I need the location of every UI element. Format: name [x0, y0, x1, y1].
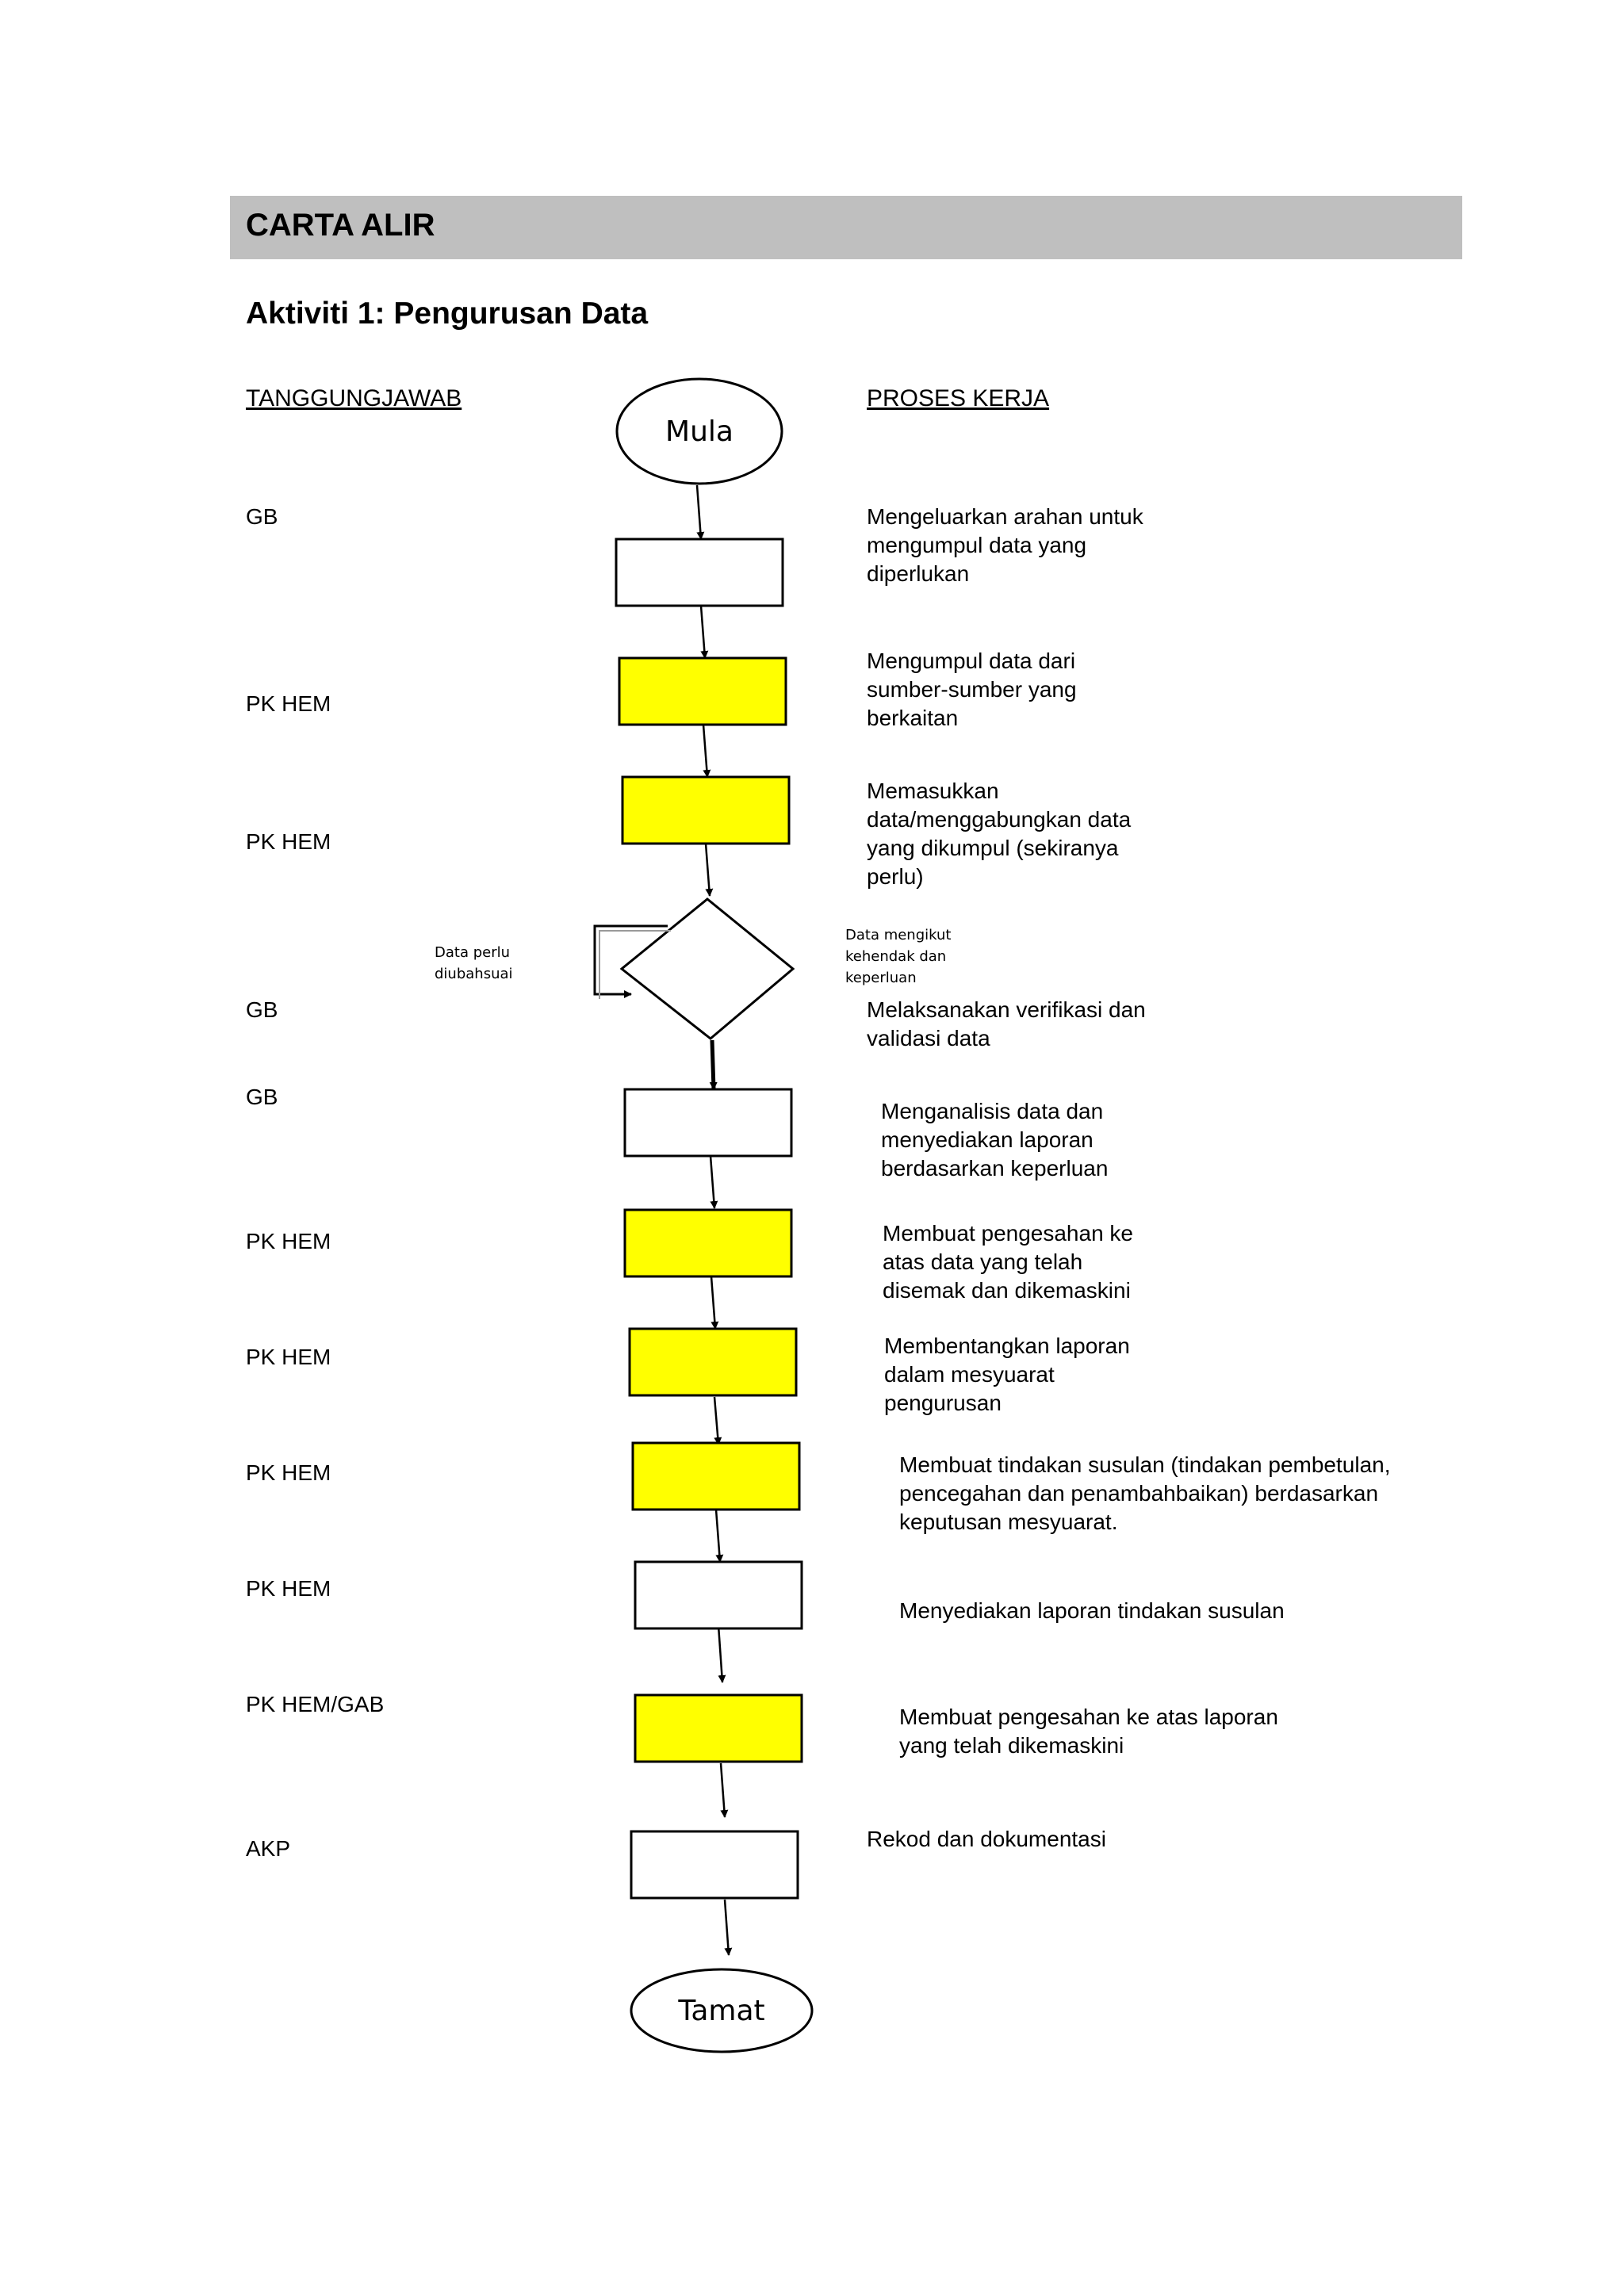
responsibility-label: GB: [246, 997, 278, 1022]
process-box-highlighted: [635, 1695, 802, 1762]
decision-diamond: [622, 899, 793, 1039]
connector-arrow: [701, 606, 705, 658]
responsibility-label: GB: [246, 1085, 278, 1109]
process-column-header: PROSES KERJA: [867, 385, 1050, 411]
process-description: Menyediakan laporan tindakan susulan: [899, 1598, 1285, 1623]
connector-arrow: [721, 1763, 725, 1817]
connector-arrow: [697, 485, 701, 539]
decision-no-label: Data perlu diubahsuai: [435, 944, 513, 982]
start-label: Mula: [665, 415, 733, 448]
responsibility-label: PK HEM: [246, 691, 331, 716]
process-description: Membuat pengesahan ke atas laporan yang telah dikemaskini: [899, 1705, 1278, 1758]
process-description: Mengumpul data dari sumber-sumber yang berkaitan: [867, 649, 1077, 730]
process-description: Melaksanakan verifikasi dan validasi data: [867, 997, 1146, 1050]
process-description: Membentangkan laporan dalam mesyuarat pengurusan: [884, 1334, 1130, 1415]
process-description: Memasukkan data/menggabungkan data yang dikumpul (sekiranya perlu): [867, 779, 1132, 889]
activity-title: Aktiviti 1: Pengurusan Data: [246, 297, 649, 331]
process-box: [625, 1089, 791, 1156]
responsibility-label: AKP: [246, 1836, 291, 1861]
process-description: Mengeluarkan arahan untuk mengumpul data yang diperlukan: [867, 504, 1143, 586]
process-description: Membuat pengesahan ke atas data yang telah disemak dan dikemaskini: [883, 1221, 1133, 1303]
process-box-highlighted: [633, 1443, 799, 1510]
process-box-highlighted: [622, 777, 789, 844]
connector-arrow: [711, 1276, 715, 1329]
connector-arrow: [716, 1510, 720, 1562]
responsibility-label: PK HEM: [246, 1229, 331, 1253]
process-description: Menganalisis data dan menyediakan laporan berdasarkan keperluan: [881, 1099, 1109, 1181]
process-box-highlighted: [630, 1329, 796, 1395]
responsibility-label: GB: [246, 504, 278, 529]
process-box-highlighted: [625, 1210, 791, 1276]
process-description: Membuat tindakan susulan (tindakan pembetulan, pencegahan dan penambahbaikan) berdasarkan keputusan mesyuarat.: [899, 1452, 1391, 1534]
responsibility-label: PK HEM: [246, 1460, 331, 1485]
process-box: [616, 539, 783, 606]
connector-arrow: [714, 1397, 718, 1445]
connector-arrow: [718, 1625, 722, 1682]
connector-arrow: [725, 1900, 729, 1955]
end-label: Tamat: [678, 1995, 765, 2027]
process-box: [631, 1831, 798, 1898]
connector-arrow: [706, 844, 710, 896]
decision-yes-label: Data mengikut kehendak dan keperluan: [845, 927, 952, 986]
responsibility-label: PK HEM: [246, 1345, 331, 1369]
responsibility-label: PK HEM: [246, 1576, 331, 1601]
responsibility-column-header: TANGGUNGJAWAB: [246, 385, 462, 411]
responsibility-label: PK HEM: [246, 829, 331, 854]
page-title: CARTA ALIR: [246, 208, 435, 243]
process-box: [635, 1562, 802, 1628]
connector-arrow: [712, 1040, 714, 1089]
connector-arrow: [710, 1156, 714, 1208]
connector-arrow: [703, 725, 707, 777]
process-description: Rekod dan dokumentasi: [867, 1827, 1106, 1851]
responsibility-label: PK HEM/GAB: [246, 1692, 385, 1716]
process-box-highlighted: [619, 658, 786, 725]
